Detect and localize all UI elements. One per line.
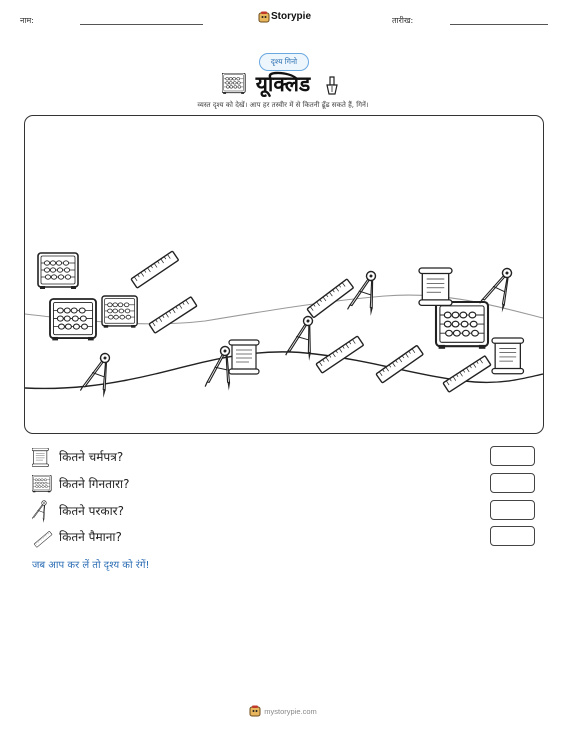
count-scene-badge: दृश्य गिनो	[259, 53, 309, 71]
busy-scene[interactable]	[24, 115, 544, 434]
compass-1	[80, 350, 117, 399]
compass-icon	[32, 500, 52, 524]
answer-box-scroll[interactable]	[490, 446, 535, 466]
question-text: कितने परकार?	[59, 504, 124, 518]
question-compass	[32, 500, 542, 522]
footer-url[interactable]: mystorypie.com	[264, 707, 317, 716]
question-abacus	[32, 473, 542, 495]
trowel-icon	[322, 74, 344, 96]
question-text: कितने गिनतारा?	[59, 477, 130, 491]
question-text: कितने चर्मपत्र?	[59, 450, 124, 464]
footer	[0, 705, 566, 717]
ruler-6	[443, 356, 491, 392]
abacus-2	[50, 299, 96, 340]
date-label: तारीख:	[392, 16, 414, 25]
brand-name: Storypie	[271, 11, 312, 22]
instructions: व्यस्त दृश्य को देखें। आप हर तस्वीर में से कितनी ढूँढ सकते हैं, गिनें।	[197, 101, 369, 109]
ruler-2	[149, 297, 197, 333]
ruler-3	[307, 279, 354, 318]
answer-box-abacus[interactable]	[490, 473, 535, 493]
page-title: यूक्लिड	[255, 72, 311, 96]
scene-illustration	[25, 116, 543, 433]
question-scroll	[32, 446, 542, 468]
brand-logo	[258, 10, 318, 26]
ruler-icon	[32, 527, 54, 549]
answer-box-compass[interactable]	[490, 500, 535, 520]
ruler-1	[131, 251, 179, 288]
question-ruler	[32, 526, 542, 548]
scroll-1	[229, 340, 259, 374]
scroll-2	[419, 268, 452, 305]
name-label: नाम:	[20, 16, 34, 25]
storypie-logo-icon	[258, 11, 270, 23]
name-line[interactable]	[80, 24, 203, 25]
ruler-5	[376, 345, 423, 383]
abacus-icon	[32, 475, 52, 495]
date-line[interactable]	[450, 24, 548, 25]
storypie-logo-icon	[249, 705, 261, 717]
abacus-4	[436, 302, 488, 349]
compass-2	[348, 268, 384, 317]
color-prompt: जब आप कर लें तो दृश्य को रंगें!	[32, 560, 150, 571]
abacus-3	[102, 296, 137, 328]
answer-box-ruler[interactable]	[490, 526, 535, 546]
question-text: कितने पैमाना?	[59, 530, 122, 544]
scroll-icon	[32, 448, 52, 468]
scroll-3	[492, 338, 524, 374]
abacus-1	[38, 253, 78, 289]
